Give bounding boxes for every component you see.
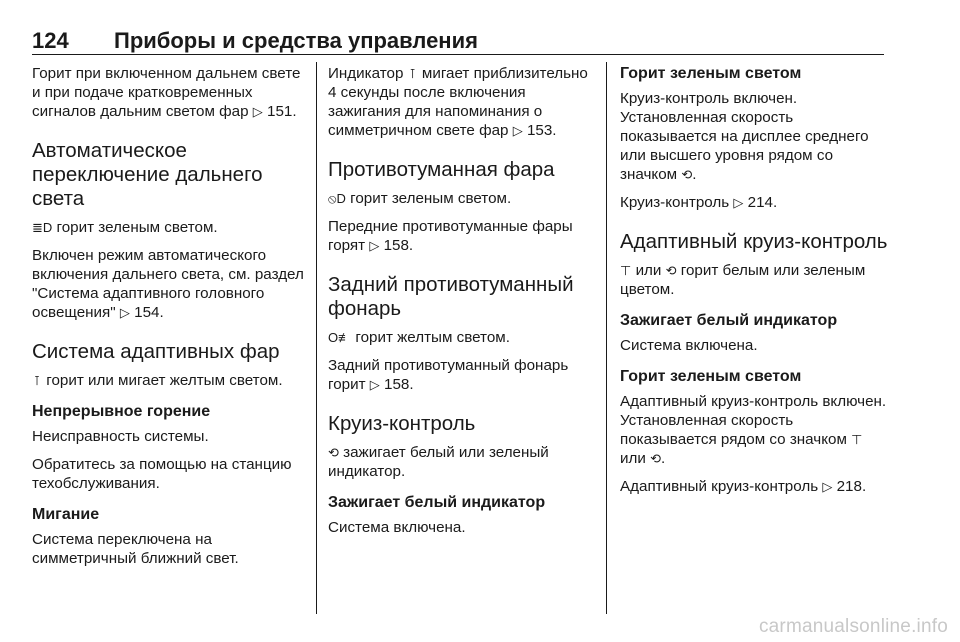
paragraph: Система переключена на симметричный ближний свет. [32, 531, 239, 567]
paragraph: Неисправность системы. [32, 428, 209, 445]
adaptive-cruise-icon: ⊤ [620, 263, 632, 278]
ref-arrow-icon: ▷ [119, 305, 130, 320]
page-number: 124 [32, 28, 69, 53]
section-heading-front-fog: Противотуманная фара [328, 158, 555, 181]
paragraph: Круиз-контроль ▷ 214. [620, 194, 778, 211]
cruise-control-icon: ⟲ [681, 167, 693, 182]
ref-arrow-icon: ▷ [822, 479, 833, 494]
paragraph: Передние противотуманные фары горят ▷ 158. [328, 218, 573, 254]
paragraph: ⟲ зажигает белый или зеленый индикатор. [328, 444, 549, 480]
column-1 [32, 64, 310, 577]
cruise-control-icon: ⟲ [665, 263, 677, 278]
paragraph: ⊤ или ⟲ горит белым или зеленым цветом. [620, 262, 866, 298]
ref-arrow-icon: ▷ [512, 123, 523, 138]
subheading-blink: Мигание [32, 506, 100, 523]
subheading-continuous: Непрерывное горение [32, 403, 211, 420]
ref-arrow-icon: ▷ [369, 377, 380, 392]
subheading-green: Горит зеленым светом [620, 65, 802, 82]
watermark: carmanualsonline.info [758, 616, 948, 637]
section-heading-cruise: Круиз-контроль [328, 412, 476, 435]
section-heading-rear-fog: Задний противотуманный фонарь [328, 273, 574, 320]
paragraph: Адаптивный круиз-контроль включен. Установленная скорость показывается рядом со значком ⊤ или ⟲. [620, 393, 887, 467]
ref-arrow-icon: ▷ [252, 104, 263, 119]
column-2 [328, 64, 596, 546]
paragraph: Система включена. [328, 519, 466, 536]
adaptive-light-icon: ⊺ [409, 66, 417, 81]
auto-high-beam-icon: ≣D [32, 220, 53, 235]
column-3 [620, 64, 888, 505]
front-fog-icon: ⦸D [328, 191, 346, 206]
section-heading-adaptive-cruise: Адаптивный круиз-контроль [620, 230, 888, 253]
subheading-white-indicator: Зажигает белый индикатор [620, 312, 838, 329]
paragraph: Адаптивный круиз-контроль ▷ 218. [620, 478, 867, 495]
running-title: Приборы и средства управления [114, 28, 478, 53]
paragraph: Задний противотуманный фонарь горит ▷ 158. [328, 357, 569, 393]
column-divider-2 [606, 62, 607, 614]
ref-arrow-icon: ▷ [733, 195, 744, 210]
cruise-control-icon: ⟲ [650, 451, 661, 466]
paragraph: ⦸D горит зеленым светом. [328, 190, 512, 207]
section-heading-adaptive-headlights: Система адаптивных фар [32, 340, 280, 363]
header-divider [32, 54, 884, 55]
paragraph: ⊺ горит или мигает желтым светом. [33, 372, 283, 389]
column-divider-1 [316, 62, 317, 614]
paragraph: Круиз-контроль включен. Установленная скорость показывается на дисплее среднего или высшего уровня рядом со значком ⟲. [620, 90, 869, 183]
paragraph: Обратитесь за помощью на станцию техобслуживания. [32, 456, 292, 492]
adaptive-light-icon: ⊺ [33, 373, 41, 388]
rear-fog-icon: O≢ [328, 330, 352, 345]
paragraph: Индикатор ⊺ мигает приблизительно 4 секунды после включения зажигания для напоминания о симметричном свете фар ▷ 153. [328, 65, 588, 139]
paragraph: O≢ горит желтым светом. [328, 329, 510, 346]
cruise-control-icon: ⟲ [328, 445, 339, 460]
ref-arrow-icon: ▷ [369, 238, 380, 253]
page-header [32, 28, 884, 54]
subheading-white-indicator: Зажигает белый индикатор [328, 494, 546, 511]
paragraph: ≣D горит зеленым светом. [32, 219, 218, 236]
adaptive-cruise-icon: ⊤ [851, 432, 863, 447]
paragraph: Включен режим автоматического включения дальнего света, см. раздел "Система адаптивного головного освещения" ▷ 154. [32, 247, 304, 321]
paragraph: Система включена. [620, 337, 758, 354]
paragraph: Горит при включенном дальнем свете и при подаче кратковременных сигналов дальним светом фар ▷ 151. [32, 65, 301, 120]
section-heading-auto-high-beam: Автоматическое переключение дальнего света [32, 139, 263, 210]
subheading-green: Горит зеленым светом [620, 368, 802, 385]
